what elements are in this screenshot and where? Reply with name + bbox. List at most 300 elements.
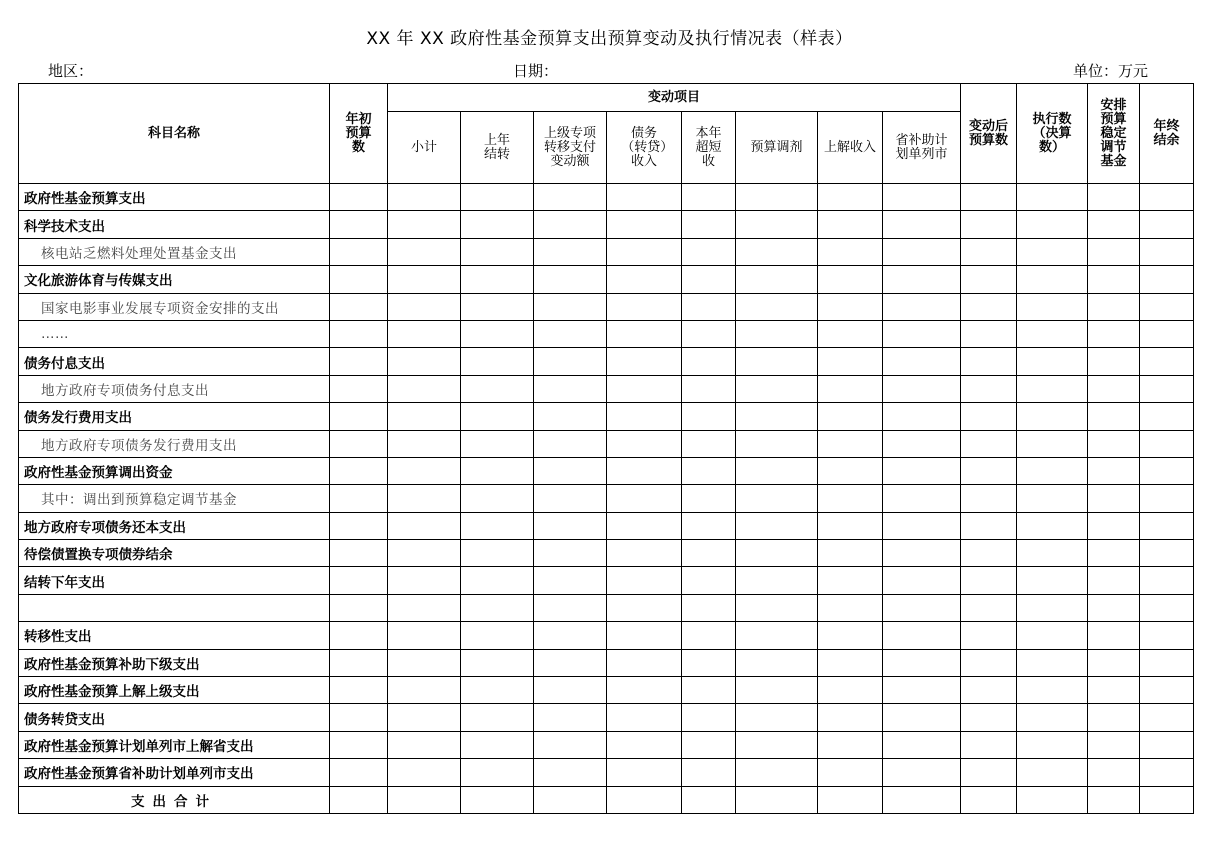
header-year-end-balance: 年终结余 <box>1140 84 1194 184</box>
value-cell <box>1017 184 1088 211</box>
value-cell <box>388 512 461 539</box>
value-cell <box>534 211 607 238</box>
row-label: …… <box>19 320 330 347</box>
table-row <box>19 786 1194 813</box>
table-row <box>19 704 1194 731</box>
value-cell <box>883 348 961 375</box>
value-cell <box>1017 567 1088 594</box>
value-cell <box>736 457 818 484</box>
value-cell <box>461 540 534 567</box>
value-cell <box>961 403 1017 430</box>
value-cell <box>607 677 682 704</box>
value-cell <box>682 567 736 594</box>
value-cell <box>534 649 607 676</box>
value-cell <box>736 594 818 621</box>
value-cell <box>330 238 388 265</box>
value-cell <box>607 622 682 649</box>
value-cell <box>534 540 607 567</box>
value-cell <box>736 266 818 293</box>
value-cell <box>961 731 1017 758</box>
value-cell <box>1088 375 1140 402</box>
header-execution: 执行数（决算数） <box>1017 84 1088 184</box>
value-cell <box>330 731 388 758</box>
table-row <box>19 375 1194 402</box>
value-cell <box>1140 375 1194 402</box>
value-cell <box>818 184 883 211</box>
value-cell <box>818 266 883 293</box>
row-label: 政府性基金预算上解上级支出 <box>19 677 330 704</box>
header-remit-income: 上解收入 <box>818 112 883 184</box>
row-label: 国家电影事业发展专项资金安排的支出 <box>19 293 330 320</box>
value-cell <box>461 403 534 430</box>
value-cell <box>1140 567 1194 594</box>
value-cell <box>818 512 883 539</box>
value-cell <box>461 266 534 293</box>
value-cell <box>1140 320 1194 347</box>
value-cell <box>961 293 1017 320</box>
value-cell <box>607 320 682 347</box>
value-cell <box>736 348 818 375</box>
value-cell <box>1017 403 1088 430</box>
value-cell <box>534 731 607 758</box>
table-row <box>19 457 1194 484</box>
value-cell <box>330 786 388 813</box>
value-cell <box>534 266 607 293</box>
value-cell <box>736 731 818 758</box>
value-cell <box>534 704 607 731</box>
table-row <box>19 430 1194 457</box>
value-cell <box>461 375 534 402</box>
value-cell <box>461 759 534 786</box>
value-cell <box>961 238 1017 265</box>
value-cell <box>883 731 961 758</box>
value-cell <box>388 677 461 704</box>
value-cell <box>534 430 607 457</box>
value-cell <box>388 731 461 758</box>
value-cell <box>388 485 461 512</box>
value-cell <box>682 704 736 731</box>
table-row <box>19 622 1194 649</box>
value-cell <box>607 786 682 813</box>
value-cell <box>330 430 388 457</box>
header-debt-loan: 债务（转贷）收入 <box>607 112 682 184</box>
value-cell <box>388 786 461 813</box>
value-cell <box>1088 320 1140 347</box>
value-cell <box>330 677 388 704</box>
value-cell <box>883 786 961 813</box>
value-cell <box>682 211 736 238</box>
value-cell <box>1140 266 1194 293</box>
value-cell <box>461 731 534 758</box>
value-cell <box>607 211 682 238</box>
value-cell <box>330 293 388 320</box>
row-label: 政府性基金预算支出 <box>19 184 330 211</box>
value-cell <box>1140 704 1194 731</box>
value-cell <box>461 512 534 539</box>
value-cell <box>330 594 388 621</box>
value-cell <box>736 403 818 430</box>
page-title: XX 年 XX 政府性基金预算支出预算变动及执行情况表（样表） <box>366 29 853 49</box>
value-cell <box>1017 320 1088 347</box>
value-cell <box>1140 430 1194 457</box>
row-label: 待偿债置换专项债券结余 <box>19 540 330 567</box>
value-cell <box>818 320 883 347</box>
table-row <box>19 731 1194 758</box>
value-cell <box>330 211 388 238</box>
value-cell <box>682 677 736 704</box>
value-cell <box>883 430 961 457</box>
value-cell <box>1140 786 1194 813</box>
value-cell <box>607 293 682 320</box>
value-cell <box>883 457 961 484</box>
row-label: 地方政府专项债务付息支出 <box>19 375 330 402</box>
header-transfer-change: 上级专项转移支付变动额 <box>534 112 607 184</box>
value-cell <box>682 731 736 758</box>
value-cell <box>534 238 607 265</box>
value-cell <box>961 320 1017 347</box>
value-cell <box>534 293 607 320</box>
value-cell <box>1088 594 1140 621</box>
value-cell <box>818 731 883 758</box>
value-cell <box>388 457 461 484</box>
value-cell <box>388 348 461 375</box>
value-cell <box>607 485 682 512</box>
value-cell <box>607 348 682 375</box>
value-cell <box>883 184 961 211</box>
value-cell <box>1140 677 1194 704</box>
value-cell <box>961 704 1017 731</box>
value-cell <box>818 677 883 704</box>
header-initial-budget: 年初预算数 <box>330 84 388 184</box>
value-cell <box>388 320 461 347</box>
value-cell <box>534 567 607 594</box>
value-cell <box>961 485 1017 512</box>
header-budget-adjust: 预算调剂 <box>736 112 818 184</box>
value-cell <box>961 594 1017 621</box>
row-label: 地方政府专项债务还本支出 <box>19 512 330 539</box>
value-cell <box>461 677 534 704</box>
value-cell <box>1140 622 1194 649</box>
header-province-subsidy: 省补助计划单列市 <box>883 112 961 184</box>
header-subtotal: 小计 <box>388 112 461 184</box>
value-cell <box>1088 238 1140 265</box>
value-cell <box>818 211 883 238</box>
value-cell <box>388 266 461 293</box>
value-cell <box>818 348 883 375</box>
row-label: 政府性基金预算计划单列市上解省支出 <box>19 731 330 758</box>
value-cell <box>736 622 818 649</box>
value-cell <box>1088 677 1140 704</box>
value-cell <box>534 759 607 786</box>
value-cell <box>534 457 607 484</box>
value-cell <box>1017 266 1088 293</box>
value-cell <box>1140 512 1194 539</box>
value-cell <box>388 759 461 786</box>
row-label: 债务付息支出 <box>19 348 330 375</box>
value-cell <box>388 594 461 621</box>
value-cell <box>961 211 1017 238</box>
value-cell <box>682 540 736 567</box>
value-cell <box>883 677 961 704</box>
value-cell <box>1088 485 1140 512</box>
value-cell <box>1017 677 1088 704</box>
value-cell <box>330 375 388 402</box>
value-cell <box>883 403 961 430</box>
value-cell <box>388 649 461 676</box>
value-cell <box>736 704 818 731</box>
value-cell <box>607 375 682 402</box>
value-cell <box>607 403 682 430</box>
value-cell <box>682 457 736 484</box>
value-cell <box>534 677 607 704</box>
value-cell <box>961 457 1017 484</box>
header-subject-name: 科目名称 <box>19 84 330 184</box>
value-cell <box>1140 403 1194 430</box>
value-cell <box>461 649 534 676</box>
table-row <box>19 238 1194 265</box>
value-cell <box>1017 457 1088 484</box>
value-cell <box>736 540 818 567</box>
value-cell <box>1017 704 1088 731</box>
value-cell <box>961 786 1017 813</box>
value-cell <box>607 512 682 539</box>
row-label: 债务发行费用支出 <box>19 403 330 430</box>
value-cell <box>607 540 682 567</box>
value-cell <box>388 704 461 731</box>
value-cell <box>461 786 534 813</box>
value-cell <box>461 184 534 211</box>
table-row <box>19 649 1194 676</box>
value-cell <box>1140 211 1194 238</box>
value-cell <box>1088 348 1140 375</box>
value-cell <box>682 184 736 211</box>
value-cell <box>607 649 682 676</box>
value-cell <box>961 430 1017 457</box>
value-cell <box>1017 622 1088 649</box>
row-label: 支出合计 <box>19 786 330 813</box>
value-cell <box>1088 622 1140 649</box>
value-cell <box>818 786 883 813</box>
value-cell <box>1088 266 1140 293</box>
value-cell <box>388 622 461 649</box>
table-row <box>19 594 1194 621</box>
value-cell <box>330 622 388 649</box>
row-label: 政府性基金预算省补助计划单列市支出 <box>19 759 330 786</box>
header-change-items: 变动项目 <box>388 84 961 112</box>
value-cell <box>388 293 461 320</box>
row-label: 其中：调出到预算稳定调节基金 <box>19 485 330 512</box>
value-cell <box>534 320 607 347</box>
header-stabilization-fund: 安排预算稳定调节基金 <box>1088 84 1140 184</box>
value-cell <box>1088 567 1140 594</box>
value-cell <box>818 759 883 786</box>
value-cell <box>607 238 682 265</box>
value-cell <box>1088 211 1140 238</box>
value-cell <box>818 649 883 676</box>
value-cell <box>388 540 461 567</box>
value-cell <box>1017 512 1088 539</box>
table-row <box>19 540 1194 567</box>
value-cell <box>1017 649 1088 676</box>
value-cell <box>1017 348 1088 375</box>
value-cell <box>736 375 818 402</box>
value-cell <box>818 485 883 512</box>
value-cell <box>1017 293 1088 320</box>
value-cell <box>461 430 534 457</box>
value-cell <box>607 266 682 293</box>
value-cell <box>961 512 1017 539</box>
value-cell <box>883 293 961 320</box>
value-cell <box>736 485 818 512</box>
value-cell <box>736 238 818 265</box>
value-cell <box>534 786 607 813</box>
value-cell <box>883 704 961 731</box>
value-cell <box>682 348 736 375</box>
value-cell <box>330 759 388 786</box>
value-cell <box>1088 786 1140 813</box>
row-label: 债务转贷支出 <box>19 704 330 731</box>
value-cell <box>534 512 607 539</box>
value-cell <box>961 649 1017 676</box>
value-cell <box>961 759 1017 786</box>
row-label: 转移性支出 <box>19 622 330 649</box>
value-cell <box>330 266 388 293</box>
value-cell <box>818 704 883 731</box>
header-post-change-budget: 变动后预算数 <box>961 84 1017 184</box>
row-label <box>19 594 330 621</box>
table-row <box>19 266 1194 293</box>
value-cell <box>961 266 1017 293</box>
value-cell <box>1140 348 1194 375</box>
value-cell <box>461 704 534 731</box>
value-cell <box>607 759 682 786</box>
value-cell <box>1017 485 1088 512</box>
value-cell <box>461 622 534 649</box>
value-cell <box>330 540 388 567</box>
value-cell <box>1140 594 1194 621</box>
value-cell <box>1088 184 1140 211</box>
region-label: 地区： <box>48 62 94 80</box>
value-cell <box>818 594 883 621</box>
value-cell <box>461 457 534 484</box>
value-cell <box>682 430 736 457</box>
value-cell <box>818 430 883 457</box>
value-cell <box>961 348 1017 375</box>
table-row <box>19 485 1194 512</box>
value-cell <box>330 320 388 347</box>
row-label: 核电站乏燃料处理处置基金支出 <box>19 238 330 265</box>
value-cell <box>1017 238 1088 265</box>
value-cell <box>388 238 461 265</box>
value-cell <box>961 622 1017 649</box>
value-cell <box>1017 375 1088 402</box>
value-cell <box>534 622 607 649</box>
value-cell <box>883 238 961 265</box>
value-cell <box>883 540 961 567</box>
budget-table <box>18 83 1194 814</box>
value-cell <box>736 293 818 320</box>
value-cell <box>1140 731 1194 758</box>
value-cell <box>818 403 883 430</box>
row-label: 政府性基金预算调出资金 <box>19 457 330 484</box>
value-cell <box>1140 649 1194 676</box>
row-label: 结转下年支出 <box>19 567 330 594</box>
value-cell <box>330 567 388 594</box>
value-cell <box>1140 759 1194 786</box>
value-cell <box>682 512 736 539</box>
table-row <box>19 512 1194 539</box>
value-cell <box>388 184 461 211</box>
value-cell <box>607 457 682 484</box>
value-cell <box>330 457 388 484</box>
value-cell <box>1017 786 1088 813</box>
value-cell <box>534 403 607 430</box>
table-row <box>19 211 1194 238</box>
value-cell <box>1088 731 1140 758</box>
value-cell <box>736 786 818 813</box>
value-cell <box>330 512 388 539</box>
value-cell <box>961 540 1017 567</box>
value-cell <box>461 211 534 238</box>
value-cell <box>1140 184 1194 211</box>
value-cell <box>1088 403 1140 430</box>
value-cell <box>1088 512 1140 539</box>
row-label: 政府性基金预算补助下级支出 <box>19 649 330 676</box>
table-row <box>19 759 1194 786</box>
table-row <box>19 403 1194 430</box>
table-row <box>19 567 1194 594</box>
date-label: 日期： <box>513 62 559 80</box>
value-cell <box>736 677 818 704</box>
value-cell <box>682 375 736 402</box>
value-cell <box>330 704 388 731</box>
value-cell <box>1017 430 1088 457</box>
value-cell <box>607 731 682 758</box>
value-cell <box>883 375 961 402</box>
value-cell <box>330 403 388 430</box>
value-cell <box>1088 430 1140 457</box>
header-prior-carryover: 上年结转 <box>461 112 534 184</box>
value-cell <box>1088 759 1140 786</box>
value-cell <box>534 348 607 375</box>
value-cell <box>461 348 534 375</box>
value-cell <box>682 786 736 813</box>
value-cell <box>961 567 1017 594</box>
value-cell <box>607 594 682 621</box>
value-cell <box>682 485 736 512</box>
value-cell <box>883 759 961 786</box>
value-cell <box>883 649 961 676</box>
value-cell <box>461 485 534 512</box>
value-cell <box>607 567 682 594</box>
value-cell <box>736 211 818 238</box>
value-cell <box>330 649 388 676</box>
value-cell <box>818 375 883 402</box>
value-cell <box>534 594 607 621</box>
value-cell <box>883 266 961 293</box>
value-cell <box>330 184 388 211</box>
table-row <box>19 184 1194 211</box>
value-cell <box>818 293 883 320</box>
value-cell <box>736 320 818 347</box>
value-cell <box>818 567 883 594</box>
value-cell <box>534 375 607 402</box>
row-label: 文化旅游体育与传媒支出 <box>19 266 330 293</box>
value-cell <box>607 704 682 731</box>
table-row <box>19 293 1194 320</box>
value-cell <box>330 348 388 375</box>
value-cell <box>818 457 883 484</box>
